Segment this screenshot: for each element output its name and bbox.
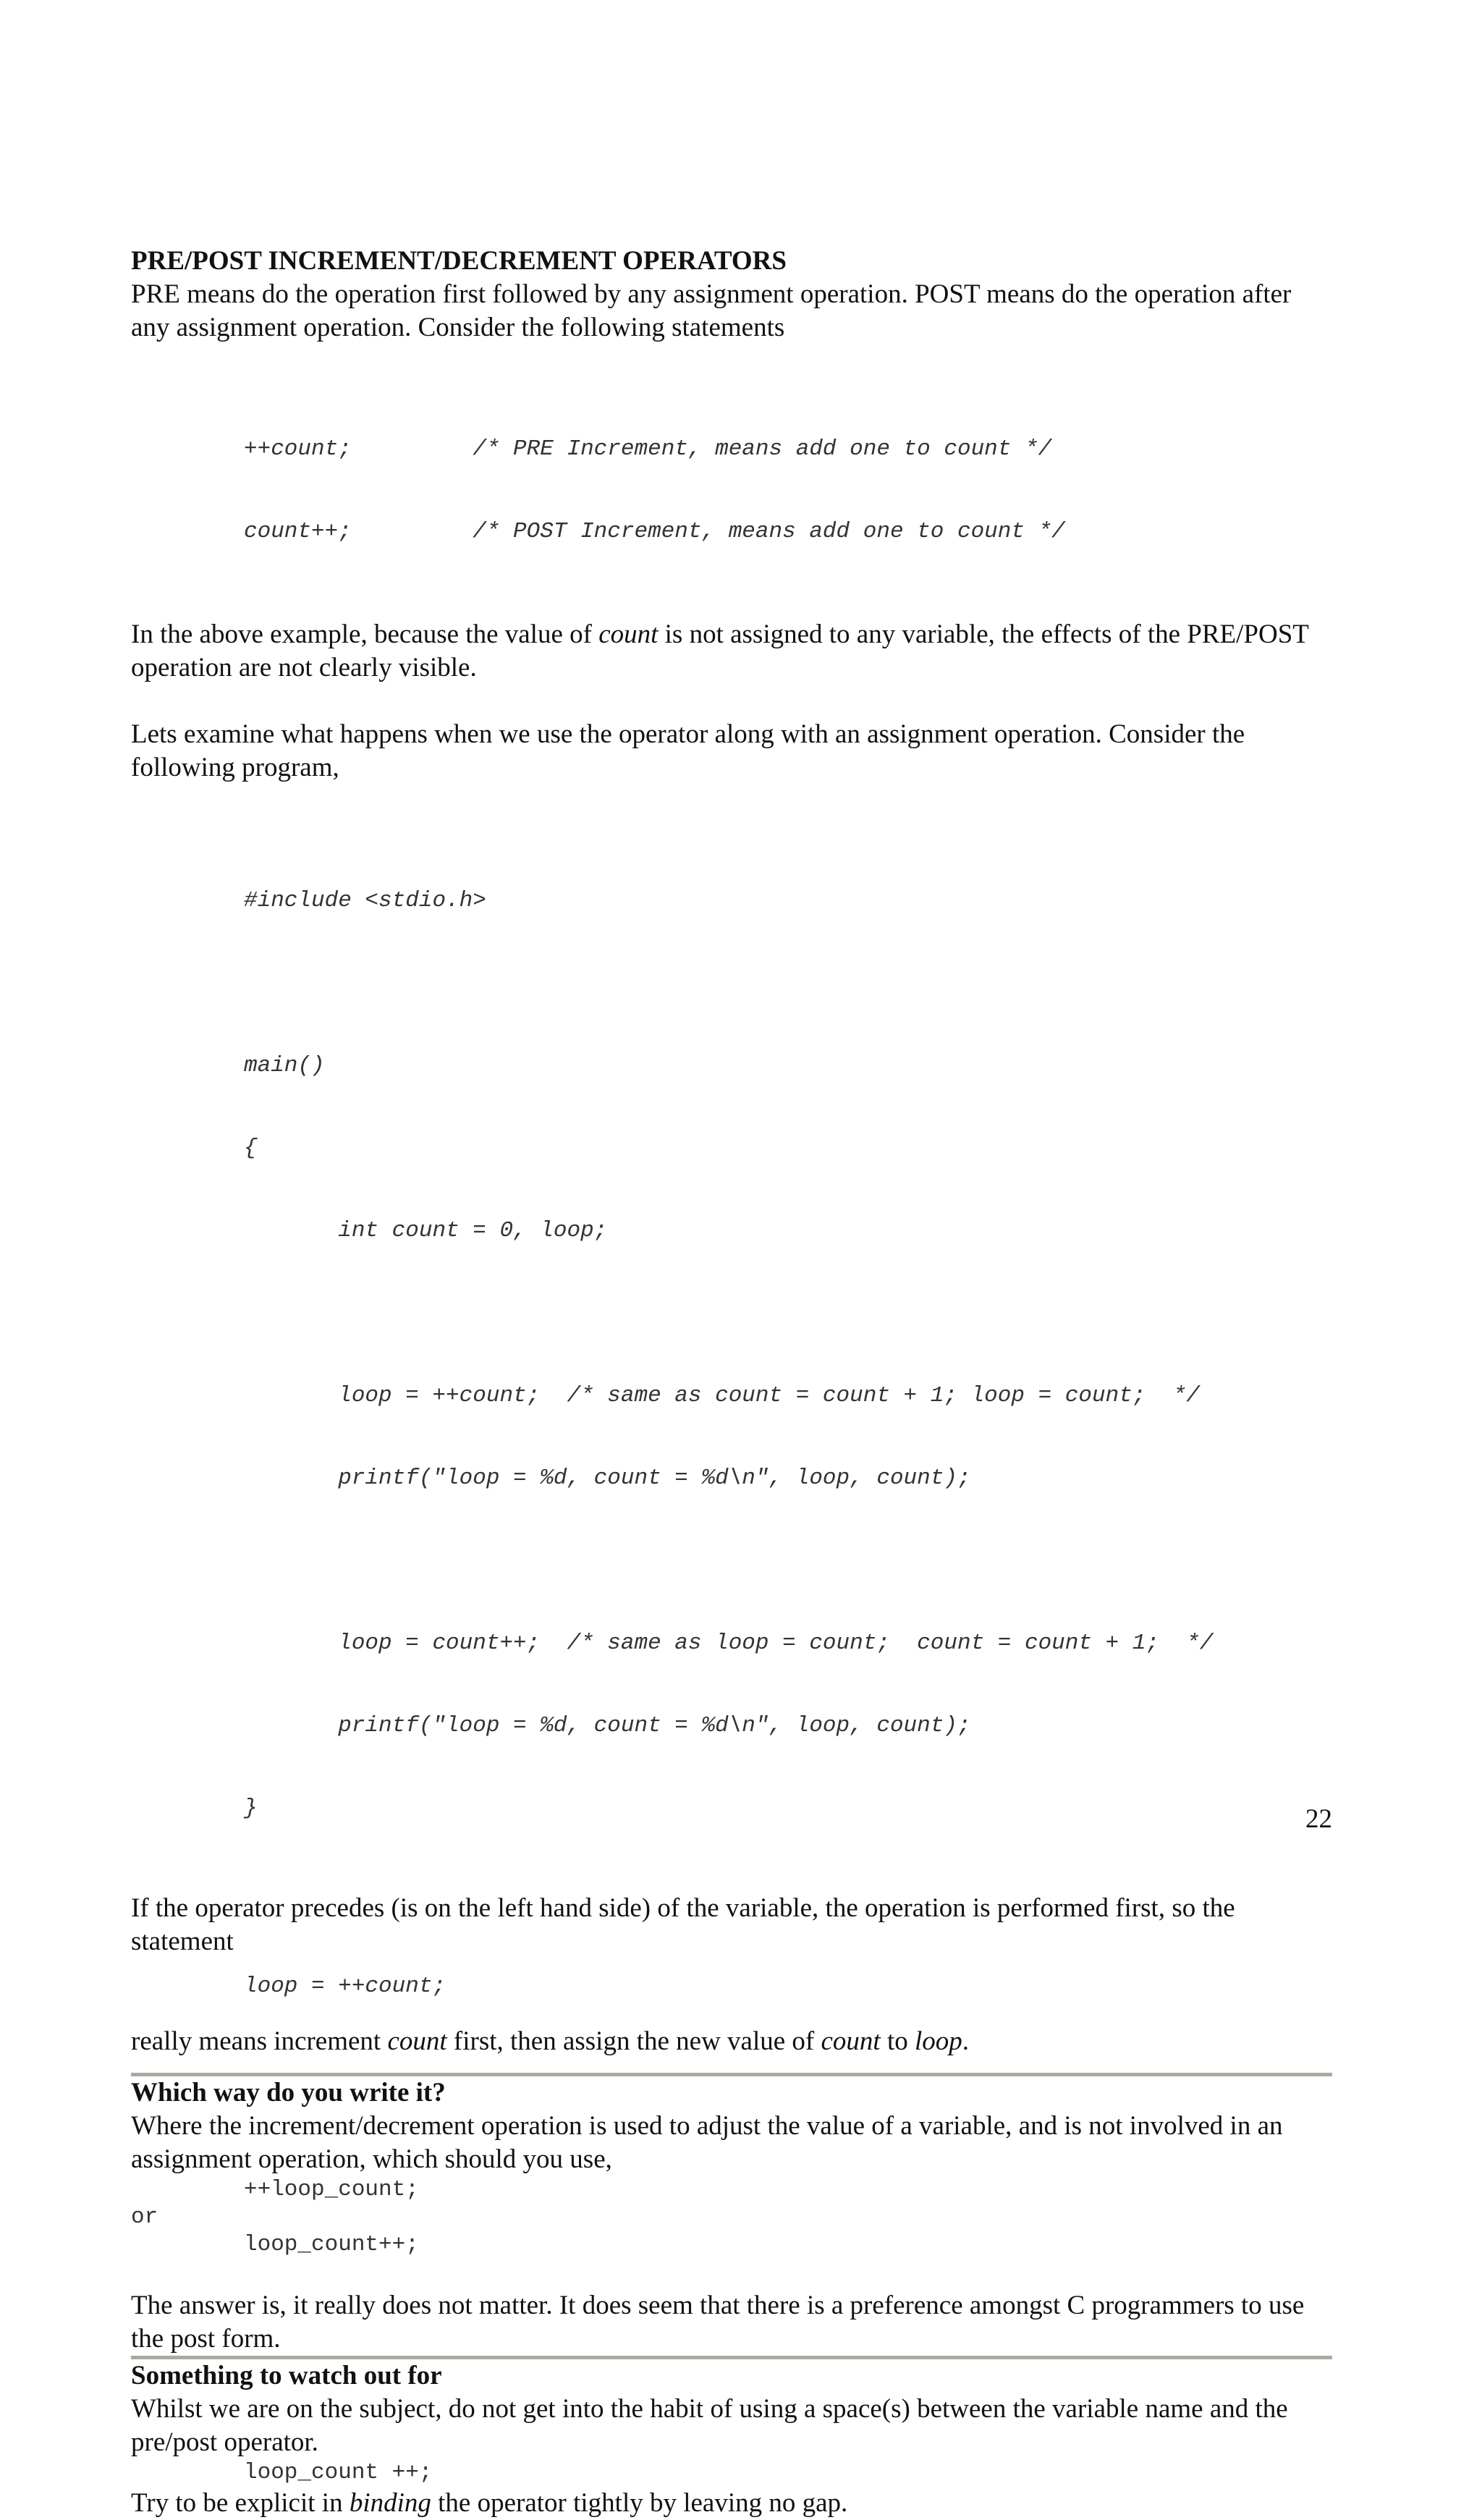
code-block-program bbox=[131, 832, 1332, 1877]
code-line bbox=[244, 1547, 1332, 1575]
which-way-paragraph: Where the increment/decrement operation is used to adjust the value of a variable, and is not involved in an assignment operation, which should you use, bbox=[131, 2111, 1283, 2174]
code-line: #include <stdio.h> bbox=[244, 888, 486, 913]
code-line: printf("loop = %d, count = %d\n", loop, count); bbox=[244, 1466, 971, 1491]
binding-paragraph: Try to be explicit in binding the operator tightly by leaving no gap. bbox=[131, 2488, 848, 2518]
code-line: count++; /* POST Increment, means add one to count */ bbox=[244, 519, 1065, 544]
precedes-paragraph: If the operator precedes (is on the left hand side) of the variable, the operation is performed first, so the statement bbox=[131, 1893, 1235, 1956]
document-page bbox=[131, 245, 1332, 2520]
code-line-pre: ++loop_count; bbox=[244, 2177, 419, 2202]
code-line: { bbox=[244, 1136, 258, 1161]
answer-paragraph: The answer is, it really does not matter. It does seem that there is a preference amongst C programmers to use the post form. bbox=[131, 2291, 1305, 2354]
code-line: loop = count++; /* same as loop = count; count = count + 1; */ bbox=[244, 1631, 1214, 1656]
explanation-paragraph: In the above example, because the value of count is not assigned to any variable, the effects of the PRE/POST operation are not clearly visible. bbox=[131, 620, 1309, 682]
code-line bbox=[244, 1300, 1332, 1327]
section-heading-watch-out: Something to watch out for bbox=[131, 2361, 442, 2390]
code-line-loop: loop = ++count; bbox=[244, 1974, 446, 1999]
section-heading-pre-post: PRE/POST INCREMENT/DECREMENT OPERATORS bbox=[131, 246, 787, 276]
code-block-statements bbox=[131, 381, 1332, 601]
code-line: printf("loop = %d, count = %d\n", loop, count); bbox=[244, 1713, 971, 1738]
intro-paragraph: PRE means do the operation first followed by any assignment operation. POST means do the operation after any assignment operation. Consider the following statements bbox=[131, 279, 1292, 342]
or-label: or bbox=[131, 2204, 158, 2230]
code-line: int count = 0, loop; bbox=[244, 1218, 608, 1243]
examine-paragraph: Lets examine what happens when we use the operator along with an assignment operation. Consider the following program, bbox=[131, 719, 1245, 782]
code-line: main() bbox=[244, 1053, 325, 1078]
code-line: ++count; /* PRE Increment, means add one to count */ bbox=[244, 436, 1052, 462]
section-heading-which-way: Which way do you write it? bbox=[131, 2078, 446, 2107]
watch-out-paragraph: Whilst we are on the subject, do not get into the habit of using a space(s) between the variable name and the pre/post operator. bbox=[131, 2394, 1288, 2457]
code-line-spaced: loop_count ++; bbox=[244, 2460, 433, 2485]
code-line-post: loop_count++; bbox=[244, 2232, 419, 2257]
page-number: 22 bbox=[1305, 1804, 1332, 1834]
code-line: loop = ++count; /* same as count = count + 1; loop = count; */ bbox=[244, 1383, 1200, 1408]
code-line: } bbox=[244, 1796, 258, 1821]
really-means-paragraph: really means increment count first, then assign the new value of count to loop. bbox=[131, 2026, 969, 2056]
code-line bbox=[244, 970, 1332, 997]
